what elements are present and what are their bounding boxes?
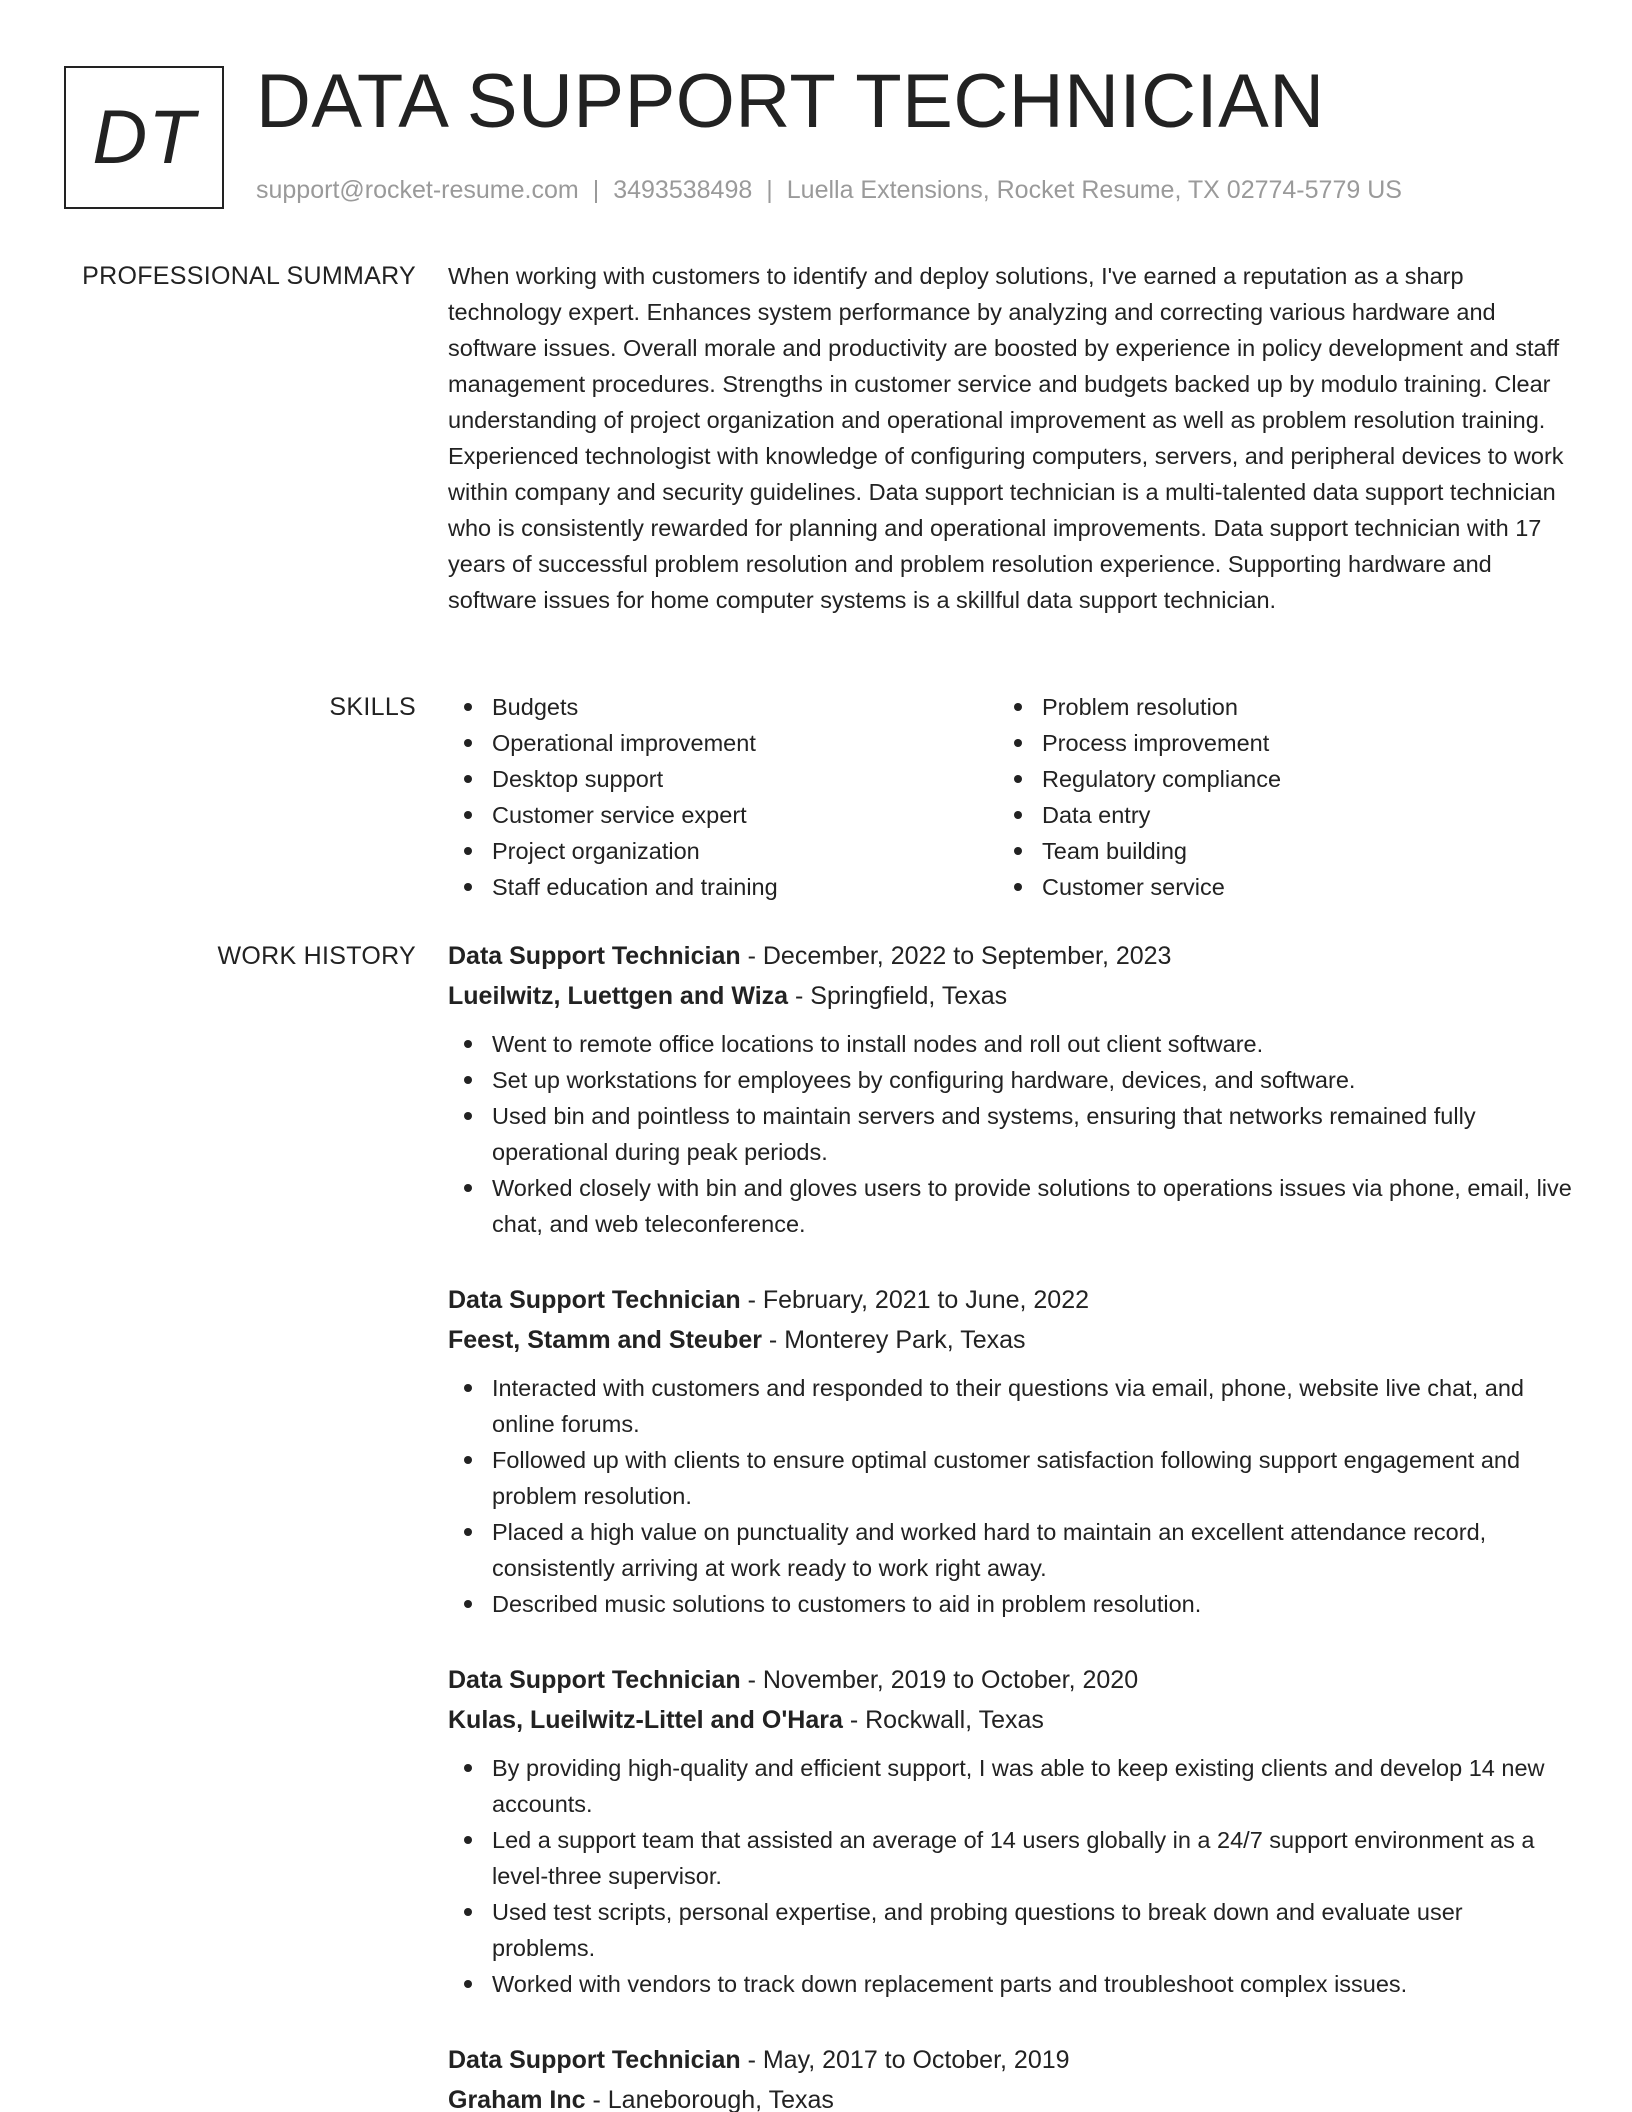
job-entry	[448, 1660, 1572, 2002]
skills-list-left	[448, 689, 998, 905]
job-title-line	[448, 2040, 1572, 2080]
job-company-line	[448, 976, 1572, 1016]
work-history-heading: WORK HISTORY	[217, 942, 416, 970]
summary-text: When working with customers to identify and deploy solutions, I've earned a reputation as a sharp technology expert. Enhances system performance by analyzing and correcting various hardware and software issues. Overall morale and productivity are boosted by experience in policy development and staff management procedures. Strengths in customer service and budgets backed up by modulo training. Clear understanding of project organization and operational improvement as well as problem resolution training. Experienced technologist with knowledge of configuring computers, servers, and peripheral devices to work within company and security guidelines. Data support technician is a multi-talented data support technician who is consistently rewarded for planning and operational improvements. Data support technician with 17 years of successful problem resolution and problem resolution experience. Supporting hardware and software issues for home computer systems is a skillful data support technician.	[448, 263, 1564, 613]
job-bullets	[448, 1026, 1572, 1242]
job-entry	[448, 1280, 1572, 1622]
job-bullet: Went to remote office locations to install nodes and roll out client software.	[448, 1026, 1572, 1062]
monogram-initials: DT	[92, 94, 196, 180]
resume-title: DATA SUPPORT TECHNICIAN	[256, 59, 1325, 144]
job-bullet: Used bin and pointless to maintain servers and systems, ensuring that networks remained fully operational during peak periods.	[448, 1098, 1572, 1170]
job-bullet: Worked with vendors to track down replacement parts and troubleshoot complex issues.	[448, 1966, 1572, 2002]
job-location: - Monterey Park, Texas	[761, 1326, 1026, 1354]
job-location: - Laneborough, Texas	[585, 2086, 834, 2112]
job-title: Data Support Technician	[448, 942, 741, 970]
skills-list-right	[998, 689, 1548, 905]
job-company: Kulas, Lueilwitz-Littel and O'Hara	[448, 1706, 843, 1734]
job-dates: - December, 2022 to September, 2023	[740, 942, 1172, 970]
job-bullet: Followed up with clients to ensure optimal customer satisfaction following support engagement and problem resolution.	[448, 1442, 1572, 1514]
skills-heading: SKILLS	[329, 693, 416, 721]
skill-item: Regulatory compliance	[998, 761, 1548, 797]
contact-line	[256, 172, 1402, 208]
job-dates: - May, 2017 to October, 2019	[740, 2046, 1070, 2074]
skills-section	[448, 689, 1572, 905]
skill-item: Problem resolution	[998, 689, 1548, 725]
summary-heading: PROFESSIONAL SUMMARY	[82, 262, 416, 290]
job-title: Data Support Technician	[448, 1666, 741, 1694]
skill-item: Project organization	[448, 833, 998, 869]
contact-separator: |	[592, 176, 600, 204]
job-entry	[448, 936, 1572, 1242]
job-location: - Rockwall, Texas	[842, 1706, 1044, 1734]
skill-item: Staff education and training	[448, 869, 998, 905]
contact-separator: |	[766, 176, 773, 204]
job-bullet: Set up workstations for employees by configuring hardware, devices, and software.	[448, 1062, 1572, 1098]
job-bullet: Interacted with customers and responded to their questions via email, phone, website live chat, and online forums.	[448, 1370, 1572, 1442]
job-dates: - February, 2021 to June, 2022	[740, 1286, 1090, 1314]
job-bullet: Described music solutions to customers to aid in problem resolution.	[448, 1586, 1572, 1622]
job-company-line	[448, 2080, 1572, 2112]
job-company-line	[448, 1320, 1572, 1360]
job-location: - Springfield, Texas	[788, 982, 1008, 1010]
job-bullets	[448, 1370, 1572, 1622]
job-title: Data Support Technician	[448, 1286, 741, 1314]
contact-address: Luella Extensions, Rocket Resume, TX 02774-5779 US	[786, 176, 1402, 204]
skill-item: Budgets	[448, 689, 998, 725]
skill-item: Desktop support	[448, 761, 998, 797]
job-entry	[448, 2040, 1572, 2112]
skill-item: Customer service expert	[448, 797, 998, 833]
job-bullet: Led a support team that assisted an average of 14 users globally in a 24/7 support environment as a level-three supervisor.	[448, 1822, 1572, 1894]
job-bullet: Used test scripts, personal expertise, and probing questions to break down and evaluate user problems.	[448, 1894, 1572, 1966]
skill-item: Data entry	[998, 797, 1548, 833]
job-title-line	[448, 1660, 1572, 1700]
skill-item: Operational improvement	[448, 725, 998, 761]
job-company: Lueilwitz, Luettgen and Wiza	[448, 982, 789, 1010]
job-company-line	[448, 1700, 1572, 1740]
job-bullets	[448, 1750, 1572, 2002]
contact-email[interactable]: support@rocket-resume.com	[256, 176, 579, 204]
skill-item: Team building	[998, 833, 1548, 869]
job-company: Graham Inc	[448, 2086, 586, 2112]
monogram-box	[64, 66, 224, 209]
contact-phone[interactable]: 3493538498	[613, 176, 753, 204]
job-title-line	[448, 1280, 1572, 1320]
job-dates: - November, 2019 to October, 2020	[740, 1666, 1139, 1694]
job-title: Data Support Technician	[448, 2046, 741, 2074]
job-title-line	[448, 936, 1572, 976]
skill-item: Process improvement	[998, 725, 1548, 761]
job-company: Feest, Stamm and Steuber	[448, 1326, 762, 1354]
job-bullet: Placed a high value on punctuality and worked hard to maintain an excellent attendance record, consistently arriving at work ready to work right away.	[448, 1514, 1572, 1586]
job-bullet: Worked closely with bin and gloves users to provide solutions to operations issues via phone, email, live chat, and web teleconference.	[448, 1170, 1572, 1242]
skill-item: Customer service	[998, 869, 1548, 905]
job-bullet: By providing high-quality and efficient support, I was able to keep existing clients and develop 14 new accounts.	[448, 1750, 1572, 1822]
